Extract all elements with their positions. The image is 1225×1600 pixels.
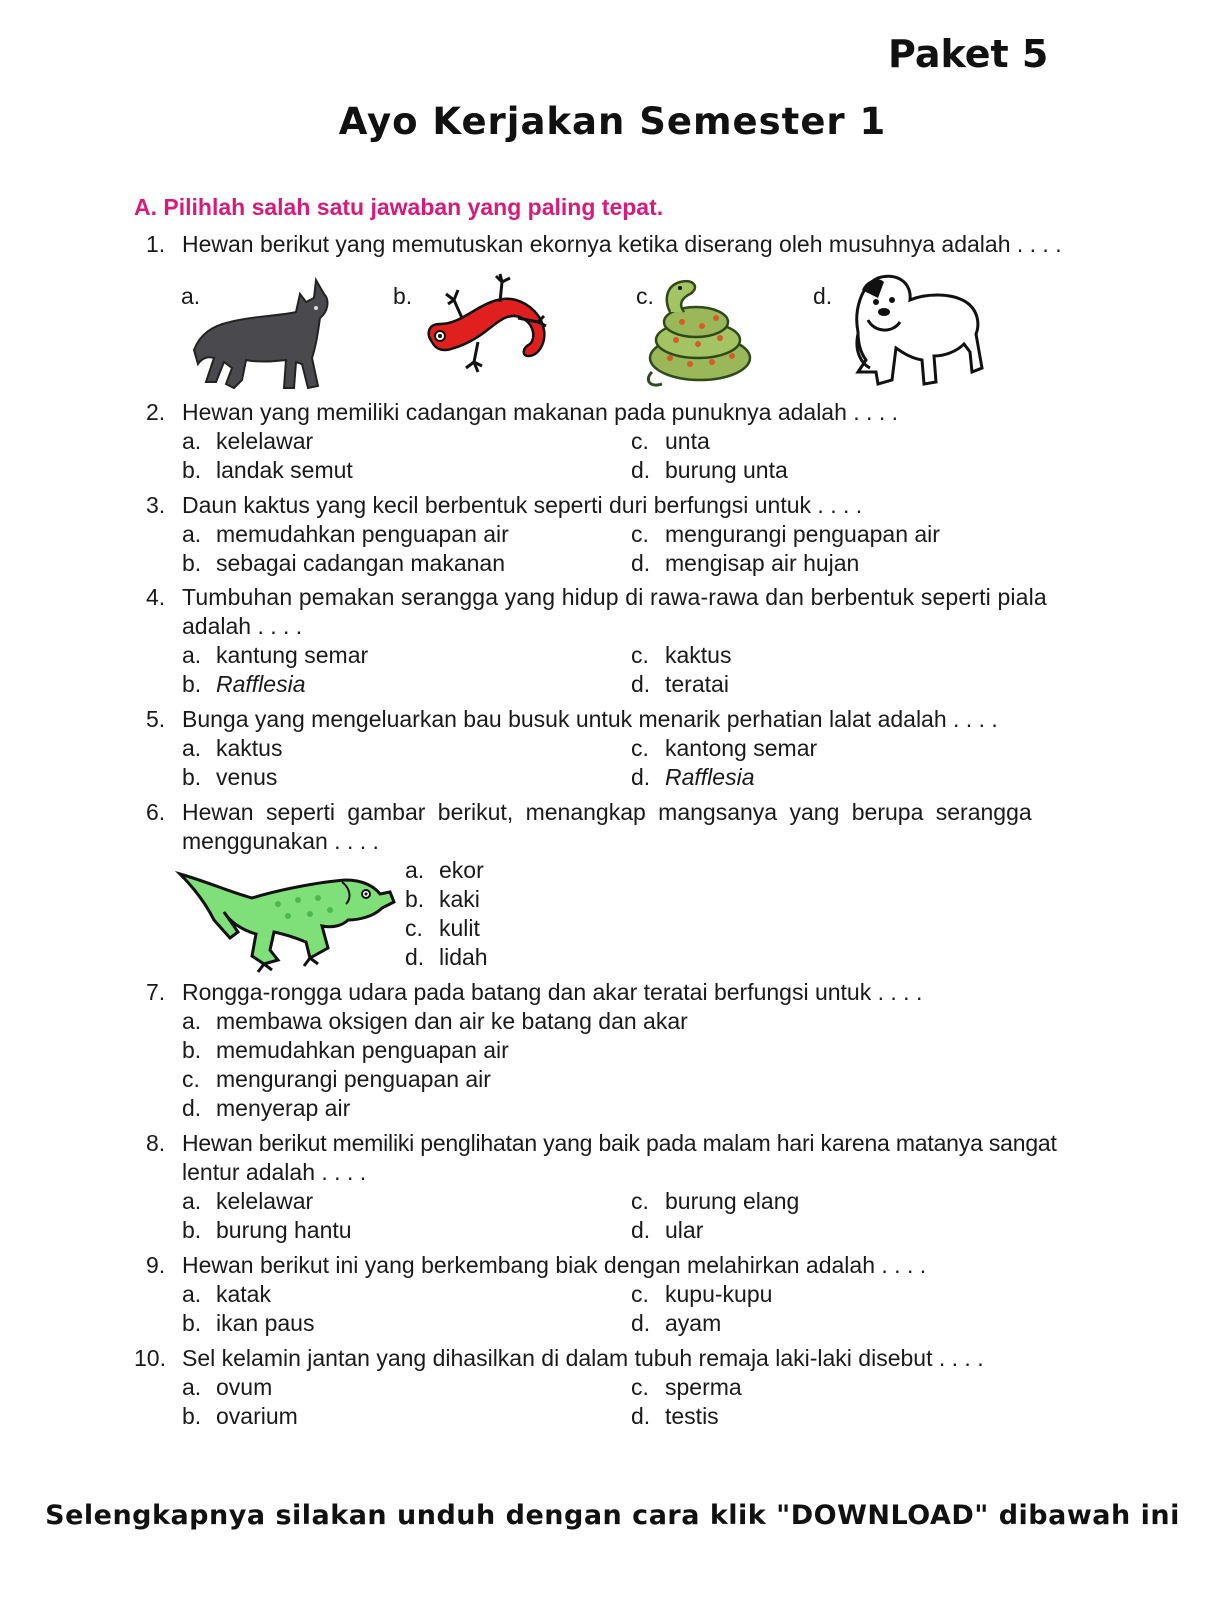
option-6b[interactable]: b. kaki	[405, 886, 480, 912]
section-a-instruction: A. Pilihlah salah satu jawaban yang paling tepat.	[134, 194, 664, 220]
question-text: Hewan berikut yang memutuskan ekornya ketika diserang oleh musuhnya adalah . . . .	[182, 231, 1062, 257]
option-6a[interactable]: a. ekor	[405, 857, 484, 883]
option-2d[interactable]: d. burung unta	[631, 457, 788, 483]
question-text: Sel kelamin jantan yang dihasilkan di dalam tubuh remaja laki-laki disebut . . . .	[182, 1345, 984, 1371]
question-text: Daun kaktus yang kecil berbentuk seperti duri berfungsi untuk . . . .	[182, 492, 863, 518]
image-option-b-label: b.	[393, 283, 413, 309]
download-note: Selengkapnya silakan unduh dengan cara klik "DOWNLOAD" dibawah ini	[45, 1500, 1180, 1531]
option-10c[interactable]: c. sperma	[631, 1374, 742, 1400]
question-text-cont: lentur adalah . . . .	[182, 1159, 367, 1185]
option-7b[interactable]: b. memudahkan penguapan air	[182, 1037, 509, 1063]
option-7c[interactable]: c. mengurangi penguapan air	[182, 1066, 491, 1092]
question-number: 8.	[146, 1130, 166, 1156]
question-text-cont: adalah . . . .	[182, 613, 303, 639]
cat-icon	[190, 272, 340, 396]
option-5c[interactable]: c. kantong semar	[631, 735, 818, 761]
lizard-icon	[418, 272, 558, 380]
question-number: 5.	[146, 706, 166, 732]
option-10b[interactable]: b. ovarium	[182, 1403, 298, 1429]
option-6c[interactable]: c. kulit	[405, 915, 480, 941]
option-6d[interactable]: d. lidah	[405, 944, 488, 970]
page-title: Ayo Kerjakan Semester 1	[338, 100, 887, 143]
option-4b[interactable]: b. Rafflesia	[182, 671, 306, 697]
question-number: 2.	[146, 399, 166, 425]
question-number: 6.	[146, 799, 166, 825]
option-7d[interactable]: d. menyerap air	[182, 1095, 351, 1121]
question-text: Hewan berikut memiliki penglihatan yang baik pada malam hari karena matanya sangat	[182, 1130, 1057, 1156]
option-8c[interactable]: c. burung elang	[631, 1188, 800, 1214]
question-text: Hewan yang memiliki cadangan makanan pada punuknya adalah . . . .	[182, 399, 899, 425]
option-9a[interactable]: a. katak	[182, 1281, 271, 1307]
question-number: 10.	[134, 1345, 166, 1371]
option-8b[interactable]: b. burung hantu	[182, 1217, 352, 1243]
option-2c[interactable]: c. unta	[631, 428, 710, 454]
question-text: Bunga yang mengeluarkan bau busuk untuk menarik perhatian lalat adalah . . . .	[182, 706, 998, 732]
option-9c[interactable]: c. kupu-kupu	[631, 1281, 773, 1307]
snake-icon	[640, 272, 760, 390]
question-text: Hewan berikut ini yang berkembang biak dengan melahirkan adalah . . . .	[182, 1252, 927, 1278]
image-option-c-label: c.	[636, 283, 654, 309]
question-text: Hewan seperti gambar berikut, menangkap mangsanya yang berupa serangga	[182, 799, 1032, 825]
chameleon-icon	[178, 868, 398, 978]
option-4c[interactable]: c. kaktus	[631, 642, 732, 668]
option-9d[interactable]: d. ayam	[631, 1310, 722, 1336]
question-number: 1.	[146, 231, 166, 257]
option-9b[interactable]: b. ikan paus	[182, 1310, 315, 1336]
option-5d[interactable]: d. Rafflesia	[631, 764, 755, 790]
image-option-a-label: a.	[181, 283, 201, 309]
option-3d[interactable]: d. mengisap air hujan	[631, 550, 860, 576]
question-number: 3.	[146, 492, 166, 518]
option-4a[interactable]: a. kantung semar	[182, 642, 369, 668]
image-option-d-label: d.	[813, 283, 833, 309]
question-number: 4.	[146, 584, 166, 610]
option-8d[interactable]: d. ular	[631, 1217, 704, 1243]
question-text-cont: menggunakan . . . .	[182, 828, 379, 854]
option-5b[interactable]: b. venus	[182, 764, 278, 790]
option-5a[interactable]: a. kaktus	[182, 735, 283, 761]
question-number: 7.	[146, 979, 166, 1005]
option-3a[interactable]: a. memudahkan penguapan air	[182, 521, 509, 547]
option-3b[interactable]: b. sebagai cadangan makanan	[182, 550, 506, 576]
option-4d[interactable]: d. teratai	[631, 671, 729, 697]
question-number: 9.	[146, 1252, 166, 1278]
option-7a[interactable]: a. membawa oksigen dan air ke batang dan akar	[182, 1008, 688, 1034]
option-8a[interactable]: a. kelelawar	[182, 1188, 314, 1214]
option-2a[interactable]: a. kelelawar	[182, 428, 314, 454]
option-3c[interactable]: c. mengurangi penguapan air	[631, 521, 940, 547]
question-text: Rongga-rongga udara pada batang dan akar teratai berfungsi untuk . . . .	[182, 979, 923, 1005]
option-10d[interactable]: d. testis	[631, 1403, 719, 1429]
question-text: Tumbuhan pemakan serangga yang hidup di rawa-rawa dan berbentuk seperti piala	[182, 584, 1047, 610]
paket-label: Paket 5	[888, 32, 1049, 76]
option-2b[interactable]: b. landak semut	[182, 457, 353, 483]
option-10a[interactable]: a. ovum	[182, 1374, 273, 1400]
bulldog-icon	[848, 272, 988, 392]
